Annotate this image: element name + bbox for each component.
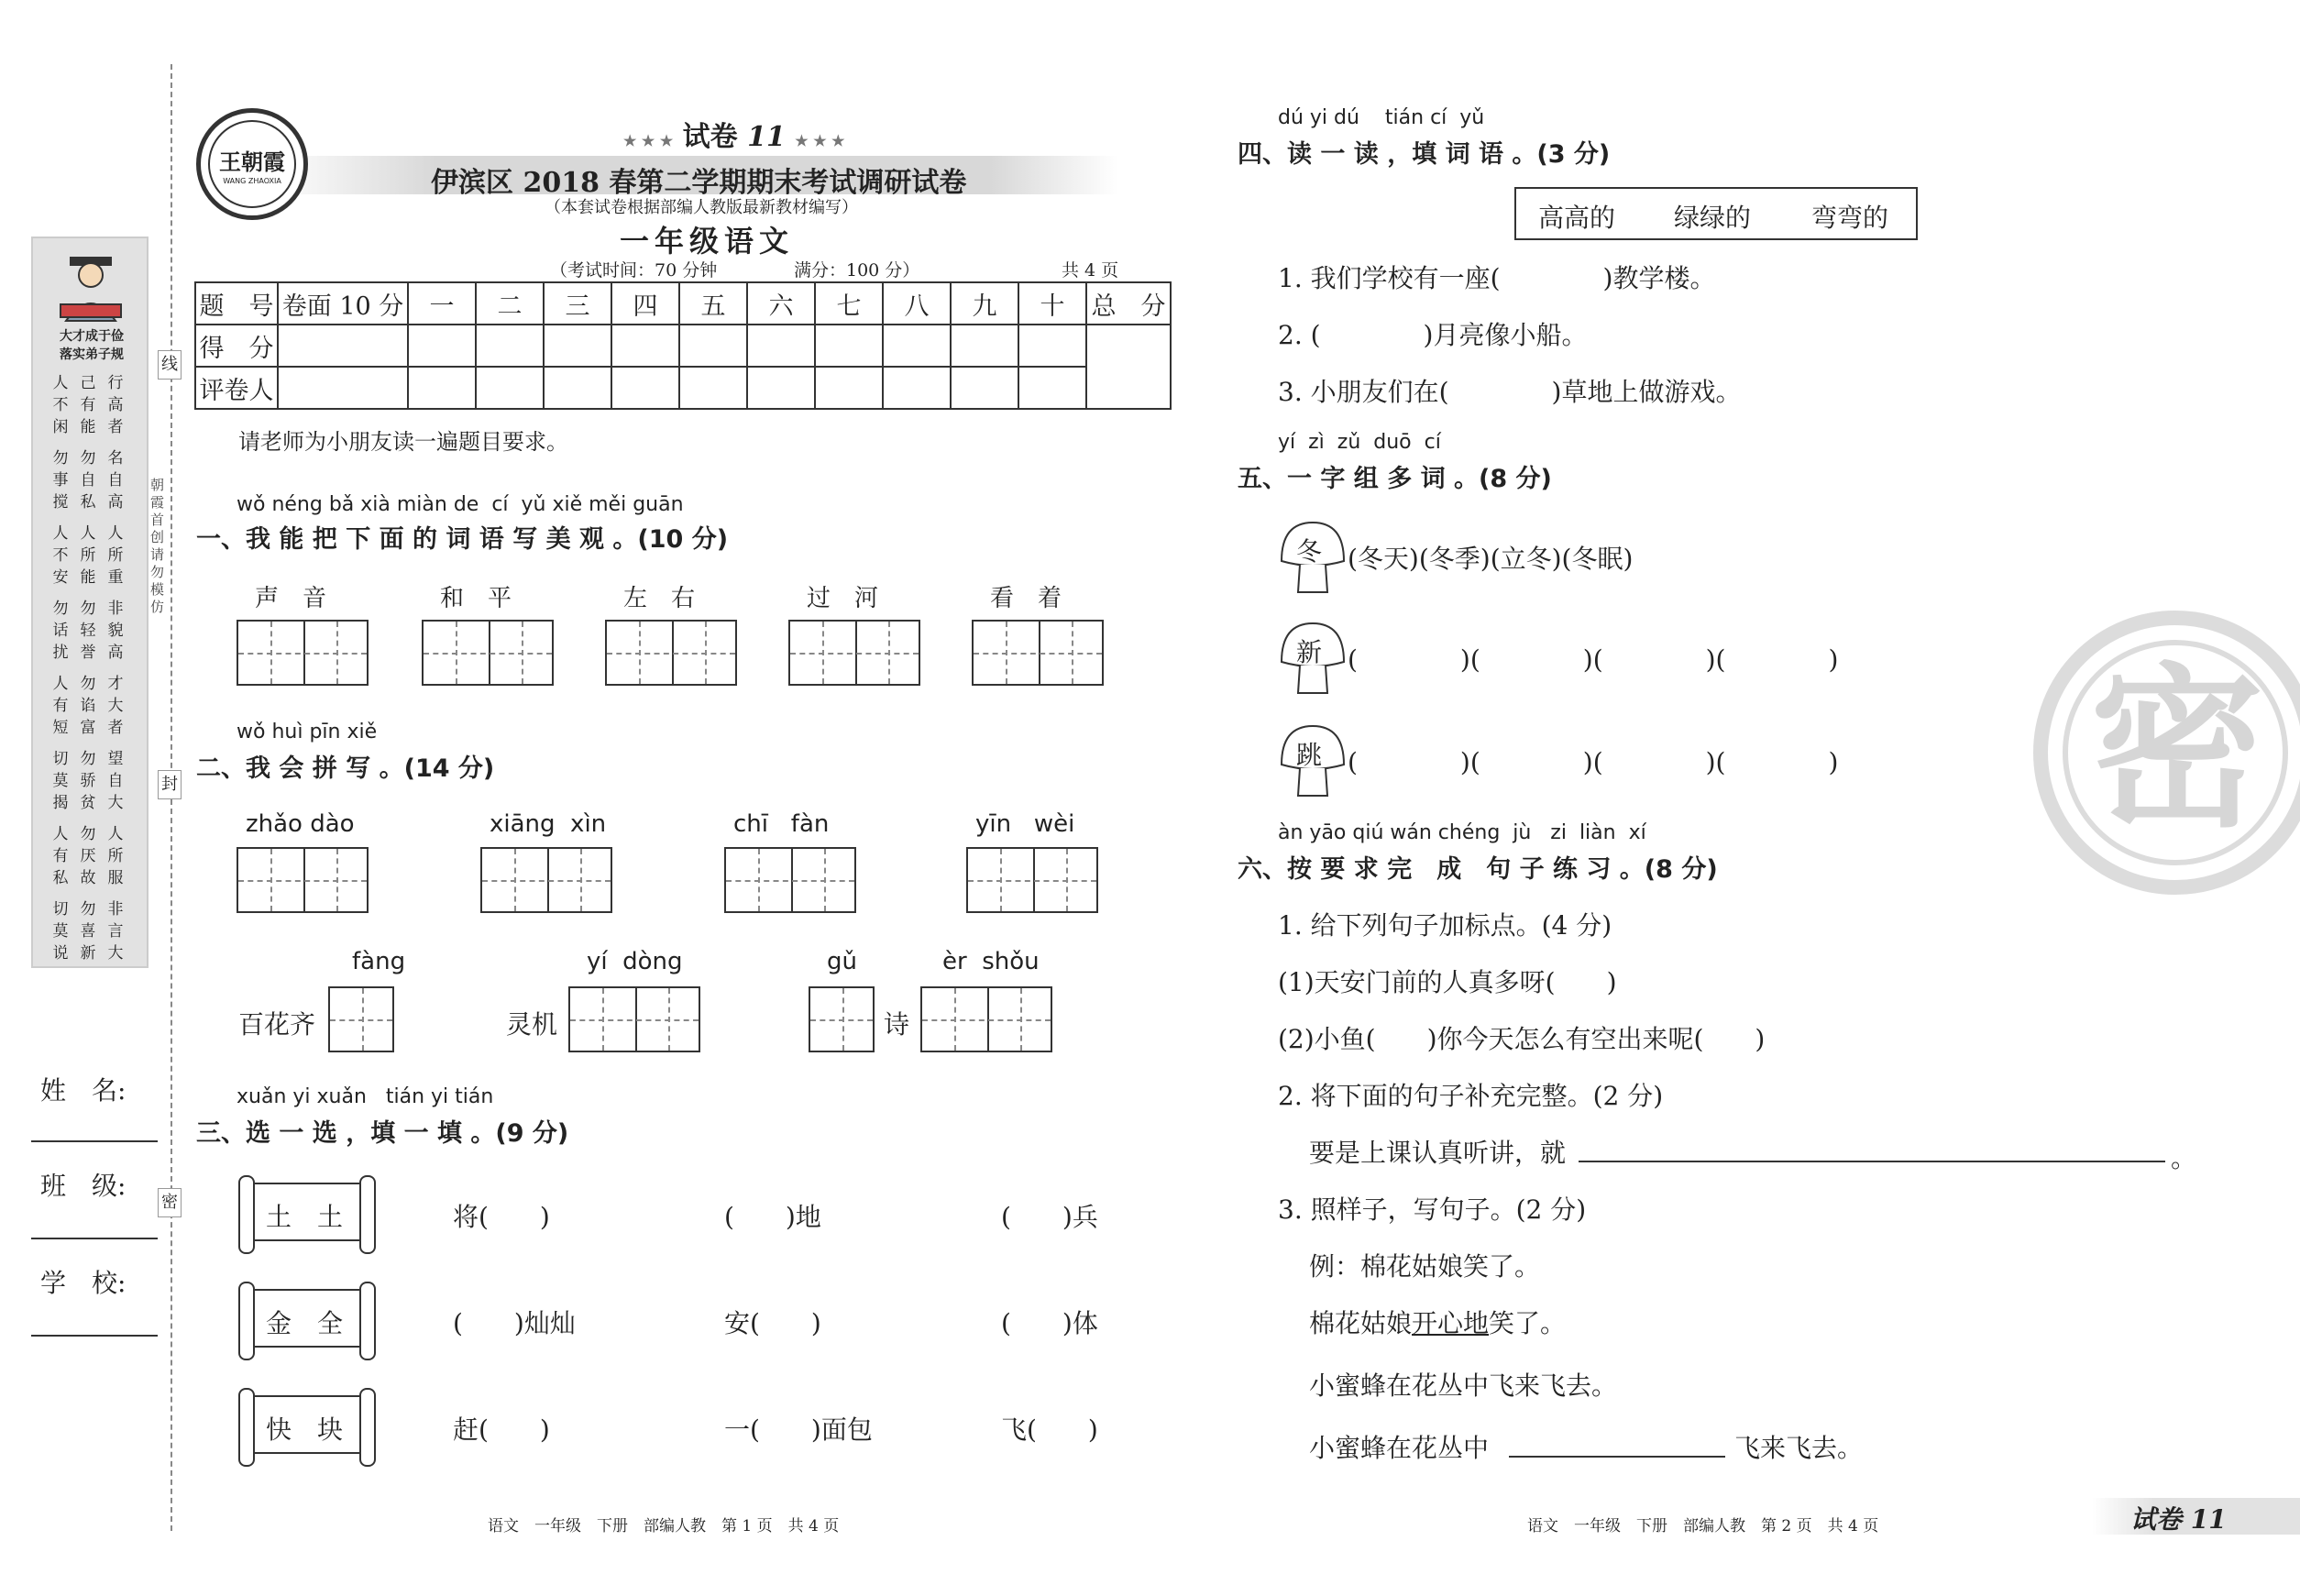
school-label: 学 校:	[40, 1268, 127, 1298]
grid-guide-h	[922, 1019, 1051, 1021]
q4-title: 四、读 一 读 ，填 词 语 。(3 分)	[1238, 140, 1611, 169]
class-field[interactable]	[31, 1238, 158, 1239]
q6-line: (2)小鱼( )你今天怎么有空出来呢( )	[1278, 1024, 1766, 1054]
sidebar-motto-1: 大才成于俭	[60, 329, 124, 344]
paper-number-banner: ★ ★ ★ 试卷 11 ★ ★ ★	[623, 121, 845, 153]
sidebar-rule: 行高者	[107, 374, 124, 436]
q6-line-end: 。	[2171, 1143, 2197, 1173]
q2-pinyin-label: yīn wèi	[975, 810, 1075, 838]
brand-name: 王朝霞	[219, 149, 285, 175]
q6-line: 要是上课认真听讲，就	[1309, 1138, 1567, 1168]
table-header-cell: 九	[951, 282, 1018, 325]
sidebar-rule: 望自大	[107, 750, 124, 812]
q6-line: 小蜜蜂在花丛中	[1309, 1433, 1490, 1463]
q5-char: 跳	[1296, 740, 1323, 770]
q6-example: 棉花姑娘开心地笑了。	[1309, 1308, 1567, 1338]
grid-guide-h	[570, 1019, 699, 1021]
name-field[interactable]	[31, 1140, 158, 1142]
q3-blank[interactable]: 将( )	[453, 1202, 550, 1232]
instruction: 请老师为小朋友读一遍题目要求。	[238, 429, 568, 455]
sidebar-rule: 切莫揭	[52, 750, 69, 812]
seal-char-3: 密	[158, 1188, 182, 1217]
page-count: 共 4 页	[1062, 260, 1119, 281]
q3-scroll-text: 快 块	[266, 1414, 344, 1445]
grid-guide-h	[238, 653, 367, 655]
sidebar-rule: 人不闲	[52, 374, 69, 436]
q4-option: 高高的	[1538, 203, 1616, 233]
grid-guide-h	[607, 653, 735, 655]
grid-guide-h	[968, 880, 1096, 882]
q5-char: 新	[1296, 637, 1323, 667]
sidebar-rules	[51, 372, 134, 963]
secret-stamp	[2033, 611, 2300, 895]
q2-phrase: 诗	[884, 1009, 910, 1040]
sidebar-panel	[31, 237, 149, 968]
q2-writing-grid[interactable]	[480, 847, 612, 913]
q1-word-label: 声 音	[255, 585, 327, 612]
q2-row2-pinyin: èr shǒu	[942, 948, 1040, 975]
sidebar-rule: 己有能	[80, 374, 96, 436]
sidebar-rule: 人不安	[52, 524, 69, 587]
sidebar-rule: 勿话扰	[52, 600, 69, 662]
q2-writing-grid[interactable]	[966, 847, 1098, 913]
q2-pinyin-label: chī fàn	[733, 810, 830, 838]
q3-blank[interactable]: ( )地	[724, 1202, 821, 1232]
grid-guide-h	[424, 653, 552, 655]
sidebar-rule: 人所能	[80, 524, 96, 587]
q6-line: 飞来飞去。	[1734, 1433, 1864, 1463]
q3-scroll-text: 土 土	[266, 1202, 344, 1232]
table-header-cell: 二	[476, 282, 544, 325]
q2-writing-grid[interactable]	[920, 986, 1052, 1052]
q3-blank[interactable]: ( )兵	[1001, 1202, 1098, 1232]
q5-title: 五、一 字 组 多 词 。(8 分)	[1238, 465, 1552, 493]
q4-item: 3. 小朋友们在( )草地上做游戏。	[1278, 377, 1742, 407]
q1-writing-grid[interactable]	[788, 620, 920, 686]
q4-item: 2. ( )月亮像小船。	[1278, 320, 1588, 350]
q4-option: 弯弯的	[1811, 203, 1889, 233]
q2-pinyin: wǒ huì pīn xiě	[237, 721, 378, 743]
q5-answer-row[interactable]: ( )( )( )( )	[1348, 644, 1839, 675]
grid-guide-h	[810, 1019, 873, 1021]
table-header-cell: 三	[544, 282, 611, 325]
q1-writing-grid[interactable]	[237, 620, 369, 686]
brand-logo	[196, 108, 308, 220]
exam-title: 伊滨区 2018 春第二学期期末考试调研试卷	[431, 167, 967, 199]
q2-row2-pinyin: fàng	[352, 948, 406, 975]
q5-answer-row[interactable]: (冬天)(冬季)(立冬)(冬眠)	[1348, 544, 1634, 574]
exam-subtitle: （本套试卷根据部编人教版最新教材编写）	[545, 198, 858, 217]
sidebar-rule: 勿骄贫	[80, 750, 96, 812]
score-row-label: 得 分	[195, 325, 278, 367]
q2-title: 二、我 会 拼 写 。(14 分)	[196, 754, 495, 783]
school-field[interactable]	[31, 1335, 158, 1337]
grid-guide-h	[238, 880, 367, 882]
q3-blank[interactable]: 一( )面包	[724, 1414, 873, 1445]
q3-pinyin: xuǎn yi xuǎn tián yi tián	[237, 1085, 494, 1108]
class-label: 班 级:	[40, 1171, 127, 1201]
q2-writing-grid[interactable]	[328, 986, 394, 1052]
table-header-cell: 七	[815, 282, 883, 325]
q2-pinyin-label: xiāng xìn	[490, 810, 607, 838]
table-header-cell: 卷面 10 分	[278, 282, 408, 325]
copy-notice: 朝霞首创 请勿模仿	[150, 477, 165, 615]
q6-line: 例：棉花姑娘笑了。	[1309, 1251, 1541, 1282]
q2-writing-grid[interactable]	[724, 847, 856, 913]
sidebar-rule: 人所服	[107, 825, 124, 887]
q1-word-label: 和 平	[440, 585, 512, 612]
q3-scroll	[248, 1289, 367, 1348]
q5-pinyin: yí zì zǔ duō cí	[1278, 431, 1441, 454]
paper-number: 11	[747, 121, 786, 153]
name-label: 姓 名:	[40, 1075, 127, 1106]
q6-line: 1. 给下列句子加标点。(4 分)	[1278, 910, 1612, 941]
q2-phrase: 灵机	[506, 1009, 558, 1040]
q3-blank[interactable]: 安( )	[724, 1308, 821, 1338]
course-title: 一年级语文	[620, 224, 795, 259]
sidebar-rule: 才大者	[107, 675, 124, 737]
q1-writing-grid[interactable]	[972, 620, 1104, 686]
grader-row-label: 评卷人	[195, 367, 278, 409]
q6-title: 六、按 要 求 完 成 句 子 练 习 。(8 分)	[1238, 855, 1718, 884]
sidebar-motto-2: 落实弟子规	[60, 347, 124, 362]
footer-right: 语文 一年级 下册 部编人教 第 2 页 共 4 页	[1527, 1517, 1879, 1535]
q1-word-label: 看 着	[990, 585, 1062, 612]
exam-time: （考试时间：70 分钟	[550, 260, 718, 281]
sidebar-rule: 人有短	[52, 675, 69, 737]
grid-guide-h	[482, 880, 611, 882]
scholar-illustration	[55, 249, 127, 323]
q1-word-label: 左 右	[623, 585, 696, 612]
q6-line: 3. 照样子，写句子。(2 分)	[1278, 1194, 1587, 1225]
table-header-cell: 五	[679, 282, 747, 325]
table-header-cell: 题 号	[195, 282, 278, 325]
q1-word-label: 过 河	[807, 585, 879, 612]
q3-blank[interactable]: ( )灿灿	[453, 1308, 576, 1338]
q2-writing-grid[interactable]	[568, 986, 700, 1052]
grid-guide-h	[974, 653, 1102, 655]
footer-left: 语文 一年级 下册 部编人教 第 1 页 共 4 页	[488, 1517, 840, 1535]
table-header-cell: 总 分	[1086, 282, 1171, 325]
sidebar-rule: 勿厌故	[80, 825, 96, 887]
q1-pinyin: wǒ néng bǎ xià miàn de cí yǔ xiě měi guān	[237, 493, 684, 516]
q2-row2-pinyin: gǔ	[827, 948, 857, 975]
sidebar-rule: 非言大	[107, 900, 124, 963]
q3-scroll	[248, 1395, 367, 1454]
sidebar-rule: 勿谄富	[80, 675, 96, 737]
footer-tag-text: 试卷 11	[2130, 1504, 2227, 1535]
q6-line: 小蜜蜂在花丛中飞来飞去。	[1309, 1370, 1618, 1401]
grid-guide-h	[790, 653, 919, 655]
q1-title: 一、我 能 把 下 面 的 词 语 写 美 观 。(10 分)	[196, 525, 729, 554]
q6-answer-line-2[interactable]	[1509, 1456, 1725, 1458]
sidebar-rule: 勿自私	[80, 449, 96, 512]
grid-guide-h	[726, 880, 854, 882]
sidebar-rule: 勿喜新	[80, 900, 96, 963]
q3-blank[interactable]: ( )体	[1001, 1308, 1098, 1338]
q5-answer-row[interactable]: ( )( )( )( )	[1348, 747, 1839, 777]
q3-blank[interactable]: 飞( )	[1001, 1414, 1098, 1445]
score-table-header	[195, 282, 1171, 325]
sidebar-rule: 人有私	[52, 825, 69, 887]
table-header-cell: 六	[747, 282, 815, 325]
q4-word-box	[1514, 187, 1918, 240]
q4-option: 绿绿的	[1674, 203, 1752, 233]
score-row	[195, 325, 1171, 367]
sidebar-rule: 名自高	[107, 449, 124, 512]
sidebar-rule: 切莫说	[52, 900, 69, 963]
q2-phrase: 百花齐	[238, 1009, 316, 1040]
q2-writing-grid[interactable]	[809, 986, 875, 1052]
sidebar-rule: 勿轻誉	[80, 600, 96, 662]
q4-pinyin: dú yi dú tián cí yǔ	[1278, 106, 1485, 129]
stamp-text: 密	[2089, 646, 2264, 851]
q5-char: 冬	[1296, 536, 1323, 567]
q3-title: 三、选 一 选 ，填 一 填 。(9 分)	[196, 1119, 569, 1148]
sidebar-rule: 非貌高	[107, 600, 124, 662]
seal-char-2: 封	[158, 770, 182, 799]
q3-blank[interactable]: 赶( )	[453, 1414, 550, 1445]
q6-line: (1)天安门前的人真多呀( )	[1278, 967, 1617, 997]
q1-writing-grid[interactable]	[422, 620, 554, 686]
q6-line: 2. 将下面的句子补充完整。(2 分)	[1278, 1081, 1664, 1111]
q1-writing-grid[interactable]	[605, 620, 737, 686]
sidebar-rule: 勿事搅	[52, 449, 69, 512]
table-header-cell: 十	[1018, 282, 1086, 325]
q2-writing-grid[interactable]	[237, 847, 369, 913]
grader-row	[195, 367, 1171, 409]
q2-row2-pinyin: yí dòng	[587, 948, 683, 975]
q3-scroll-text: 金 全	[266, 1308, 344, 1338]
q6-answer-line-1[interactable]	[1579, 1161, 2165, 1162]
exam-full-score: 满分：100 分）	[794, 260, 920, 281]
paper-label: 试卷	[682, 121, 738, 153]
brand-en: WANG ZHAOXIA	[223, 177, 281, 185]
sidebar-rule: 人所重	[107, 524, 124, 587]
grid-guide-h	[330, 1019, 392, 1021]
q2-pinyin-label: zhǎo dào	[246, 810, 355, 838]
seal-char-1: 线	[158, 350, 182, 380]
q4-item: 1. 我们学校有一座( )教学楼。	[1278, 263, 1716, 293]
q6-pinyin: àn yāo qiú wán chéng jù zi liàn xí	[1278, 821, 1646, 844]
score-table	[194, 281, 1172, 410]
table-header-cell: 八	[883, 282, 951, 325]
q3-scroll	[248, 1183, 367, 1241]
table-header-cell: 一	[408, 282, 476, 325]
table-header-cell: 四	[611, 282, 679, 325]
